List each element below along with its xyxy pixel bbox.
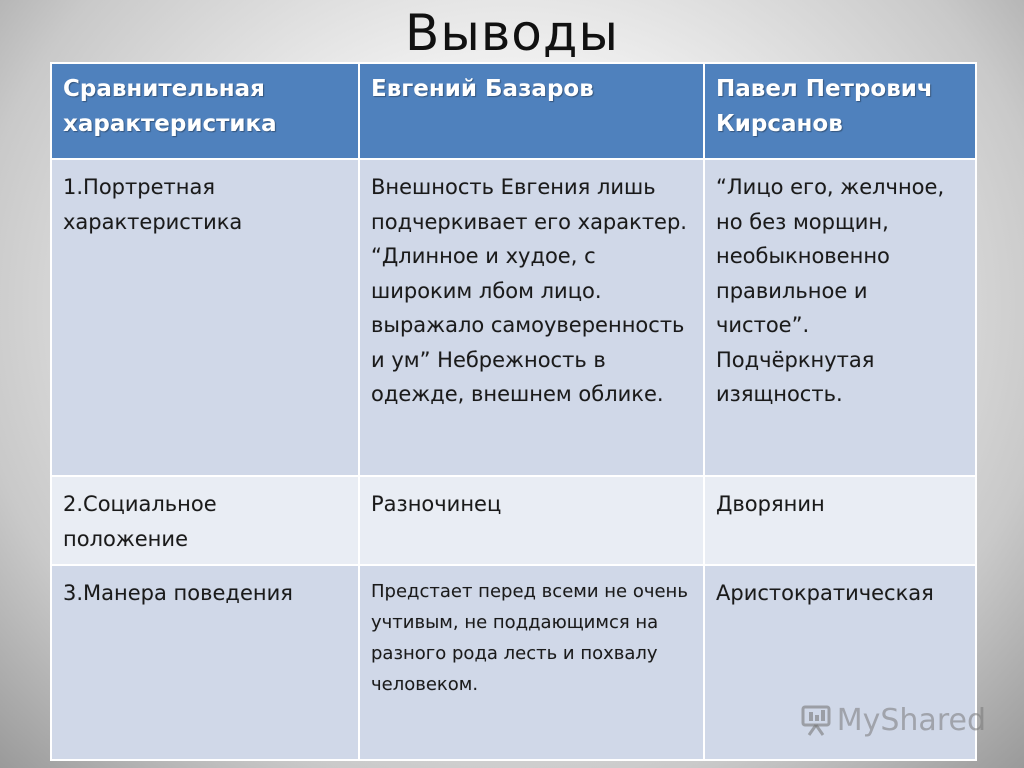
- bazarov-cell: Внешность Евгения лишь подчеркивает его характер. “Длинное и худое, с широким лбом лицо. выражало самоуверенность и ум” Небрежность в одежде, внешнем облике.: [359, 159, 704, 476]
- table-row: [51, 476, 976, 565]
- bazarov-cell: Разночинец: [359, 476, 704, 565]
- watermark-text: MyShared: [836, 703, 986, 738]
- kirsanov-cell: Аристократическая: [704, 565, 976, 760]
- comparison-table: [50, 62, 977, 761]
- bazarov-cell: Предстает перед всеми не очень учтивым, не поддающимся на разного рода лесть и похвалу человеком.: [359, 565, 704, 760]
- header-bazarov: Евгений Базаров: [359, 63, 704, 159]
- table-header-row: [51, 63, 976, 159]
- criterion-cell: 1.Портретная характеристика: [51, 159, 359, 476]
- presentation-board-icon: [801, 705, 831, 737]
- criterion-cell: 3.Манера поведения: [51, 565, 359, 760]
- watermark: [801, 703, 986, 738]
- header-kirsanov: Павел Петрович Кирсанов: [704, 63, 976, 159]
- criterion-cell: 2.Социальное положение: [51, 476, 359, 565]
- kirsanov-cell: Дворянин: [704, 476, 976, 565]
- kirsanov-cell: “Лицо его, желчное, но без морщин, необыкновенно правильное и чистое”. Подчёркнутая изящность.: [704, 159, 976, 476]
- table-row: [51, 159, 976, 476]
- header-criterion: Сравнительная характеристика: [51, 63, 359, 159]
- slide-title: Выводы: [405, 4, 619, 62]
